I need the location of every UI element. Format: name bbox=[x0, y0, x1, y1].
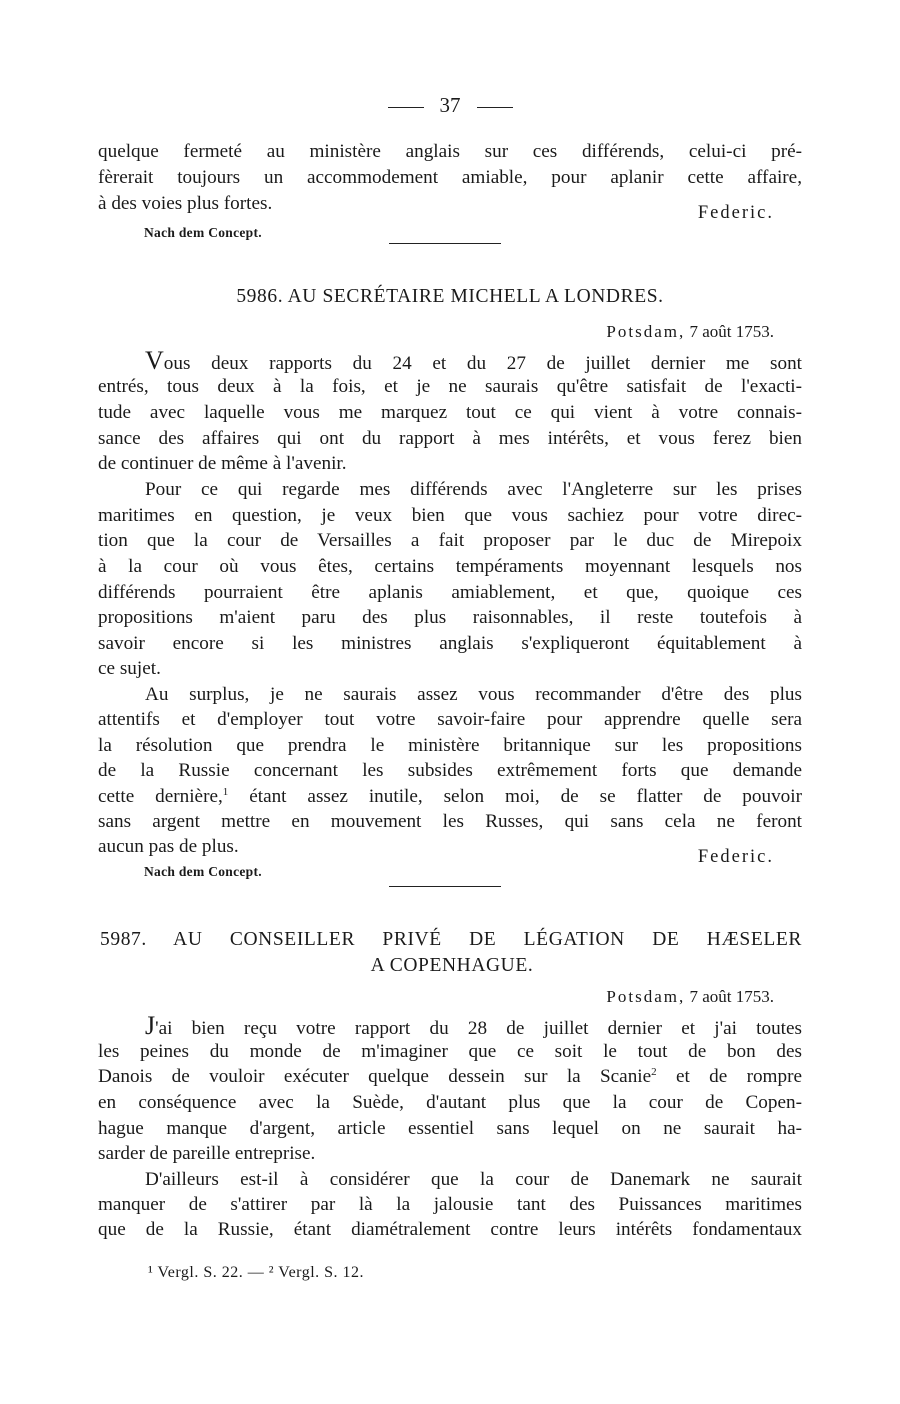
dateline bbox=[606, 987, 774, 1007]
text-line: à la cour où vous êtes, certains tempéraments moyennant lesquels nos bbox=[98, 556, 802, 577]
text-line: tion que la cour de Versailles a fait proposer par le duc de Mirepoix bbox=[98, 530, 802, 551]
text-line: que de la Russie, étant diamétralement contre leurs intérêts fondamentaux bbox=[98, 1219, 802, 1240]
text-line: la résolution que prendra le ministère britannique sur les propositions bbox=[98, 735, 802, 756]
text-line: maritimes en question, je veux bien que vous sachiez pour votre direc- bbox=[98, 505, 802, 526]
text-line: de continuer de même à l'avenir. bbox=[98, 453, 347, 474]
dateline-place: Potsdam, bbox=[606, 322, 686, 341]
text-line: propositions m'aient paru des plus raisonnables, il reste toutefois à bbox=[98, 607, 802, 628]
footnote-ref: 2 bbox=[651, 1066, 657, 1078]
dateline-place: Potsdam, bbox=[606, 987, 686, 1006]
text-line: en conséquence avec la Suède, d'autant plus que la cour de Copen- bbox=[98, 1092, 802, 1113]
text-line: attentifs et d'employer tout votre savoir-faire pour apprendre quelle sera bbox=[98, 709, 802, 730]
text-line: manquer de s'attirer par là la jalousie tant des Puissances maritimes bbox=[98, 1194, 802, 1215]
text-line: D'ailleurs est-il à considérer que la cour de Danemark ne saurait bbox=[145, 1169, 802, 1190]
signature: Federic. bbox=[697, 847, 774, 867]
dateline-date: 7 août 1753. bbox=[689, 322, 774, 341]
source-note: Nach dem Concept. bbox=[144, 864, 262, 879]
text-line: fèrerait toujours un accommodement amiable, pour aplanir cette affaire, bbox=[98, 167, 802, 188]
text-line: J'ai bien reçu votre rapport du 28 de juillet dernier et j'ai toutes bbox=[145, 1011, 802, 1040]
section-divider bbox=[389, 886, 501, 887]
source-note: Nach dem Concept. bbox=[144, 225, 262, 240]
letter-title: 5987. AU CONSEILLER PRIVÉ DE LÉGATION DE HÆSELER bbox=[100, 929, 802, 950]
text-line: hague manque d'argent, article essentiel sans lequel on ne saurait ha- bbox=[98, 1118, 802, 1139]
text-line: sans argent mettre en mouvement les Russes, qui sans cela ne feront bbox=[98, 811, 802, 832]
drop-initial: V bbox=[145, 346, 164, 375]
dateline bbox=[606, 322, 774, 342]
text-line: Au surplus, je ne saurais assez vous recommander d'être des plus bbox=[145, 684, 802, 705]
dateline-date: 7 août 1753. bbox=[689, 987, 774, 1006]
text-line: ce sujet. bbox=[98, 658, 161, 679]
text-line: quelque fermeté au ministère anglais sur ces différends, celui-ci pré- bbox=[98, 141, 802, 162]
text-line: savoir encore si les ministres anglais s'expliqueront équitablement à bbox=[98, 633, 802, 654]
text-line: sance des affaires qui ont du rapport à mes intérêts, et vous ferez bien bbox=[98, 428, 802, 449]
signature: Federic. bbox=[697, 203, 774, 223]
text-line: cette dernière,$^1$ étant assez inutile, selon moi, de se flatter de pouvoir bbox=[98, 786, 802, 807]
text-line: sarder de pareille entreprise. bbox=[98, 1143, 316, 1164]
page-header bbox=[0, 93, 900, 118]
text-line: tude avec laquelle vous me marquez tout ce qui vient à votre connais- bbox=[98, 402, 802, 423]
page-number: 37 bbox=[439, 93, 461, 117]
footnotes: ¹ Vergl. S. 22. — ² Vergl. S. 12. bbox=[148, 1264, 365, 1281]
text-line: Danois de vouloir exécuter quelque dessein sur la Scanie$^2$ et de rompre bbox=[98, 1066, 802, 1087]
footnote-ref: 1 bbox=[222, 786, 229, 798]
header-dash-left bbox=[388, 107, 424, 108]
drop-initial: J bbox=[145, 1011, 156, 1040]
letter-title-line2: A COPENHAGUE. bbox=[370, 955, 534, 976]
text-line: Vous deux rapports du 24 et du 27 de juillet dernier me sont bbox=[145, 346, 802, 375]
text-line: de la Russie concernant les subsides extrêmement forts que demande bbox=[98, 760, 802, 781]
text-line: différends pourraient être aplanis amiablement, et que, quoique ces bbox=[98, 582, 802, 603]
text-line: aucun pas de plus. bbox=[98, 836, 239, 857]
text-line: les peines du monde de m'imaginer que ce soit le tout de bon des bbox=[98, 1041, 802, 1062]
text-line: Pour ce qui regarde mes différends avec l'Angleterre sur les prises bbox=[145, 479, 802, 500]
header-dash-right bbox=[477, 107, 513, 108]
text-line: à des voies plus fortes. bbox=[98, 193, 273, 214]
section-divider bbox=[389, 243, 501, 244]
text-line: entrés, tous deux à la fois, et je ne saurais qu'être satisfait de l'exacti- bbox=[98, 376, 802, 397]
letter-title: 5986. AU SECRÉTAIRE MICHELL A LONDRES. bbox=[236, 286, 664, 307]
